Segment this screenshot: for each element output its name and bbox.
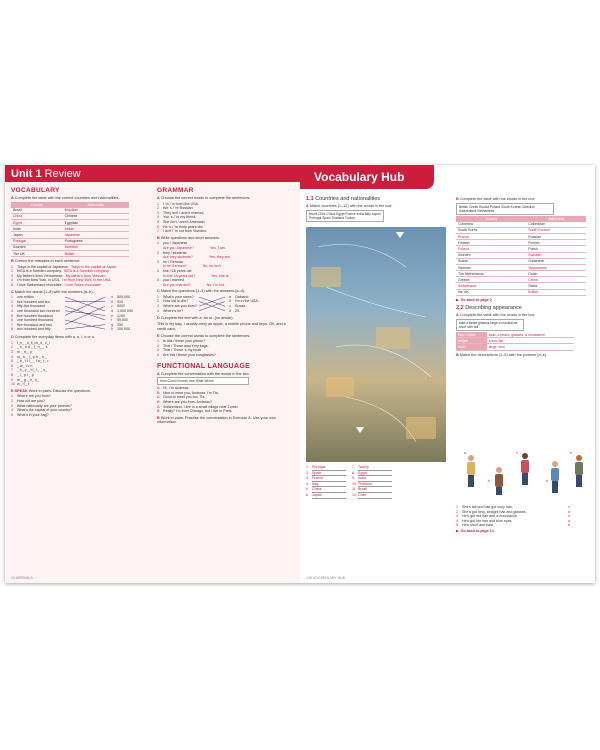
list-item: 3 fifty-five thousand bbox=[11, 304, 46, 309]
list-item: 6 _ w_ t c h bbox=[11, 363, 33, 368]
vocab-d-instruction: D Complete the everyday items with a, e, i, o or u. bbox=[11, 335, 96, 340]
list-item: c Susan. bbox=[229, 304, 247, 309]
grammar-b-instruction: B Write questions and short answers. bbox=[157, 235, 221, 240]
table-row: India Indian bbox=[11, 226, 129, 232]
country-word-box: Brazil Chile China Egypt France India Italy Japan Portugal Spain Thailand Turkey bbox=[306, 210, 384, 222]
list-item: 10 w_ l l_ t bbox=[11, 382, 30, 387]
list-item: a Oakland bbox=[229, 294, 249, 299]
country-table bbox=[11, 202, 129, 258]
list-item: 4 m_ b _ l_ p h _ n _ bbox=[11, 354, 47, 359]
section-1-1-heading: 1.1 Countries and nationalities bbox=[306, 196, 381, 202]
conversation bbox=[157, 386, 295, 414]
grammar-c-instruction: C Match the questions (1–4) with the answers (a–d). bbox=[157, 289, 246, 294]
pic-label-d: d bbox=[546, 479, 548, 483]
grammar-a-instruction: A Choose the correct words to complete the sentences. bbox=[157, 196, 251, 200]
speak-questions bbox=[11, 394, 147, 417]
list-item: a 500,000 bbox=[111, 295, 130, 300]
sec11-a-instruction: A Match countries (1–12) with the words in the box. bbox=[306, 204, 393, 208]
hub-right-column bbox=[456, 195, 590, 358]
sec22-a-instruction: A Complete the table with the words in the box. bbox=[456, 313, 536, 318]
table-row: Poland Polish bbox=[456, 246, 586, 252]
list-item: B: Really? I'm from Chicago, but I live in Paris. bbox=[157, 409, 233, 414]
vocab-c-instruction: C Match the words (1–8) with the numbers (a–h). bbox=[11, 289, 94, 294]
table-row: Portugal Portuguese bbox=[11, 238, 129, 244]
left-page bbox=[5, 165, 300, 583]
list-item: 10 Thailand bbox=[352, 482, 392, 488]
list-item: 3 What nationality are your parents? bbox=[11, 403, 72, 408]
list-item: 3 France bbox=[306, 476, 346, 482]
list-item: h 100,000 bbox=[111, 327, 130, 332]
list-item: c 5002 bbox=[111, 304, 125, 309]
list-item: 7 five thousand and two bbox=[11, 322, 52, 327]
person-b-figure bbox=[494, 467, 504, 491]
right-page bbox=[300, 165, 595, 583]
list-item: 5 China bbox=[306, 487, 346, 493]
list-item: 1 Tokyo is the capital of Japanese. Tokyo is the capital of Japan. bbox=[11, 264, 118, 269]
sec22-b-instruction: B Match the descriptions (1–5) with the pictures (a–e). bbox=[456, 352, 548, 357]
grammar-column bbox=[157, 187, 295, 426]
list-item: 1 one million bbox=[11, 295, 35, 300]
vocab-hub-header bbox=[300, 165, 434, 189]
nationality-word-box: British Greek Russia Poland South Korean Swedish Switzerland Vietnamese bbox=[456, 203, 554, 215]
list-item: Is he German? No, he isn't. bbox=[163, 264, 222, 269]
appearance-word-box: bald a beard glasses large a moustache short slim tall bbox=[456, 319, 524, 331]
question-match-lines bbox=[197, 295, 227, 314]
mistakes-list bbox=[11, 265, 147, 288]
list-item: Are they students? Yes, they are. bbox=[163, 255, 231, 260]
list-item: A: Switzerland. I live in a small village near Zurich. bbox=[157, 404, 239, 409]
list-item: 2 five hundred and ten bbox=[11, 299, 50, 304]
list-item: 4 one thousand two hundred bbox=[11, 309, 60, 314]
right-footer: 136 VOCABULARY HUB bbox=[306, 576, 345, 580]
table-row: Sudan Sudanese bbox=[456, 258, 586, 264]
description-list bbox=[456, 505, 590, 534]
list-item: f 55,000 bbox=[111, 318, 128, 323]
list-item: 3 he / German bbox=[157, 259, 183, 264]
list-item: d 1,000,000 bbox=[111, 309, 133, 314]
list-item: 7 _ k_ y _ f l_ t_ _ s_ bbox=[11, 368, 48, 373]
vocab-b-instruction: B Correct the mistakes in each sentence. bbox=[11, 259, 81, 264]
unit-title: Unit 1 bbox=[11, 167, 42, 180]
list-item: Are you Japanese? Yes, I am. bbox=[163, 245, 226, 250]
plane-icon bbox=[356, 427, 364, 433]
func-word-box: from Good Hi meet nice What Where bbox=[157, 377, 249, 385]
pic-label-e: e bbox=[570, 451, 572, 455]
table-row: the UK British bbox=[456, 289, 586, 295]
list-item: g 250 bbox=[111, 322, 123, 327]
list-item: 2 _ s_ n d _ l_ n_ _ s bbox=[11, 345, 48, 350]
func-b-instruction: B Work in pairs. Practise the conversation in Exercise A. Use your own information. bbox=[157, 415, 276, 425]
list-item: Is she 18 years old? Yes, she is. bbox=[163, 273, 230, 278]
list-item: 4 Are this / these your sunglasses? bbox=[157, 353, 216, 358]
plane-icon bbox=[396, 232, 404, 238]
list-item: 7 Turkey bbox=[352, 465, 392, 471]
list-item: 4 Where's he? bbox=[157, 308, 184, 313]
list-item: 1 Where are you from? bbox=[11, 394, 51, 399]
list-item: A: Hi , I'm Andreas. bbox=[157, 386, 190, 391]
table-row: Switzerland Swiss bbox=[456, 283, 586, 289]
table-row: The Netherlands Dutch bbox=[456, 271, 586, 277]
list-item: B: Nice to meet you, Andreas. I'm Tia. bbox=[157, 390, 219, 395]
list-item: 2 IKEA is a Sweden company. IKEA is a Swedish company. bbox=[11, 269, 110, 274]
nationality-table: Country Nationality Colombia Colombian South Korea South Korean Russia Russian Finland Finnish Poland Polish Sweden Swedish Sudan Sudanese Vietnam Vietnamese The Netherlands Dutch Greece Greek Switzerland Swiss the UK British bbox=[456, 216, 586, 296]
sec-b-instruction: B Complete the table with the words in the box. bbox=[456, 197, 536, 201]
table-row: Russia Russian bbox=[456, 233, 586, 239]
list-item: 3 That / Those 's my book. bbox=[157, 348, 203, 353]
grammar-heading: GRAMMAR bbox=[157, 187, 194, 194]
table-row: Greece Greek bbox=[456, 277, 586, 283]
unit-subtitle: Review bbox=[44, 167, 81, 180]
question-match bbox=[157, 295, 295, 314]
list-item: 4 You 's / 're my friend. bbox=[157, 215, 197, 220]
list-item: 5 you / married bbox=[157, 278, 184, 283]
list-item: 2 Spain bbox=[306, 471, 346, 477]
list-item: 2 How old is she? bbox=[157, 299, 189, 304]
list-item: 8 _ l_ p t _ p bbox=[11, 373, 34, 377]
pic-label-b: b bbox=[488, 479, 490, 483]
person-c-figure bbox=[520, 453, 530, 485]
map-routes bbox=[306, 227, 446, 462]
list-item: 3 They isn't / aren't married. bbox=[157, 210, 205, 215]
list-item: 12 Chile bbox=[352, 493, 392, 499]
items-list bbox=[11, 341, 147, 387]
speak-instruction: E SPEAK Work in pairs. Discuss the questions. bbox=[11, 388, 91, 393]
list-item: 2 That / Those aren't my bags. bbox=[157, 343, 209, 348]
map-answers bbox=[306, 465, 446, 499]
book-spread bbox=[5, 165, 595, 583]
go-back-link-1[interactable]: ▶ Go back to page 2 bbox=[456, 297, 492, 302]
pic-label-c: c bbox=[516, 451, 518, 455]
world-map bbox=[306, 227, 446, 462]
vocab-column bbox=[11, 187, 147, 417]
number-match bbox=[11, 295, 147, 333]
person-d-figure bbox=[550, 461, 560, 493]
grammar-d-instruction: D Complete the text with a, an or -(no article). bbox=[157, 315, 234, 320]
go-back-link-2[interactable]: ▶ Go back to page 14 bbox=[456, 528, 494, 533]
list-item: 8 two hundred and fifty bbox=[11, 327, 51, 332]
vocab-hub-title: Vocabulary Hub bbox=[314, 170, 405, 184]
list-item: 3 My father's from Vietnamese. My father's from Vietnam. bbox=[11, 273, 107, 278]
list-item: 6 Japan bbox=[306, 493, 346, 499]
list-item: 2 How old are you? bbox=[11, 398, 45, 403]
table-row: The UK British bbox=[11, 250, 129, 256]
vocab-heading: VOCABULARY bbox=[11, 187, 60, 194]
table-row: Finland Finnish bbox=[456, 240, 586, 246]
countries-column bbox=[306, 193, 446, 223]
table-row: Egypt Egyptian bbox=[11, 219, 129, 225]
grammar-d-text: This is my bag. I usually carry an apple, a mobile phone and keys. Oh, and a credit card. bbox=[157, 322, 286, 332]
list-item: b 510 bbox=[111, 299, 123, 304]
table-row: Sweden Swedish bbox=[11, 244, 129, 250]
list-item: A: Good to meet you too, Tia. bbox=[157, 395, 206, 400]
appearance-table bbox=[456, 332, 574, 351]
func-a-instruction: A Complete the conversation with the words in the box. bbox=[157, 371, 250, 376]
match-lines bbox=[63, 295, 107, 332]
list-item: d 29. bbox=[229, 308, 240, 313]
list-item: e 1200 bbox=[111, 313, 125, 318]
people-pictures bbox=[460, 451, 590, 499]
person-e-figure bbox=[574, 455, 584, 487]
grammar-e-instruction: E Choose the correct words to complete the sentences. bbox=[157, 333, 251, 338]
list-item: 8 Egypt bbox=[352, 471, 392, 477]
person-a-figure bbox=[466, 455, 476, 487]
list-item: 2 they / students bbox=[157, 250, 187, 255]
list-item: 5 five hundred thousand bbox=[11, 313, 53, 318]
list-item: 5 She isn't / aren't American. bbox=[157, 219, 206, 224]
list-item: 3 m _ n _ y bbox=[11, 350, 32, 355]
table-row: China Chinese bbox=[11, 213, 129, 219]
list-item: 6 one hundred thousand bbox=[11, 318, 53, 323]
section-2-2-heading: 2.2 Describing appearance bbox=[456, 305, 522, 312]
table-row: height short, tall bbox=[456, 338, 574, 344]
country-header: Country bbox=[11, 202, 63, 208]
list-item: 1 f_n_ _s_ll_ch_n_ c_l bbox=[11, 340, 50, 345]
list-item: 6 He 's / 're thirty years old. bbox=[157, 224, 204, 229]
list-item: 4 she / 18 years old bbox=[157, 268, 192, 273]
list-item: 3 He's got red hair and a moustache. e bbox=[456, 514, 570, 519]
list-item: 1 Is this / these your phone? bbox=[157, 339, 206, 344]
list-item: b I'm in the USA. bbox=[229, 299, 259, 304]
unit-header bbox=[5, 165, 300, 182]
list-item: 9 m _ g _ z_ n_ bbox=[11, 377, 39, 382]
table-row: face / head bald, a beard, glasses, a moustache bbox=[456, 332, 574, 338]
list-item: 5 What's in your bag? bbox=[11, 412, 49, 417]
left-footer: 10 ARRIVALS bbox=[11, 576, 33, 580]
list-item: 4 I'm from New York, in USA. I'm from New York, in the USA. bbox=[11, 278, 112, 283]
list-item: 1 She's tall and has got curly hair. c bbox=[456, 505, 570, 509]
list-item: 5 I love Switzerland chocolate. I love Swiss chocolate! bbox=[11, 283, 101, 288]
list-item: B: Where are you from, Andreas? bbox=[157, 400, 212, 404]
list-item: 2 She's got long, straight hair and glasses. d bbox=[456, 509, 570, 514]
vocab-a-instruction: A Complete the table with the correct countries and nationalities. bbox=[11, 196, 120, 200]
functional-heading: FUNCTIONAL LANGUAGE bbox=[157, 362, 251, 370]
table-row: Colombia Colombian bbox=[456, 222, 586, 228]
list-item: 5 _ b_ t t l_ _ f w_ t_ r bbox=[11, 359, 49, 364]
list-item: 1 What's your name? bbox=[157, 294, 194, 299]
table-row: build large, slim bbox=[456, 344, 574, 350]
list-item: 4 What's the capital of your country? bbox=[11, 408, 73, 413]
list-item: 1 you / Japanese bbox=[157, 241, 188, 246]
pic-label-a: a bbox=[464, 451, 466, 455]
list-item: 11 Brazil bbox=[352, 487, 392, 493]
list-item: Are you married? No, I'm not. bbox=[163, 282, 225, 287]
table-row: Vietnam Vietnamese bbox=[456, 264, 586, 270]
nationality-header: Nationality bbox=[63, 202, 129, 208]
table-row: Brazil Brazilian bbox=[11, 208, 129, 214]
list-item: 4 Italy bbox=[306, 482, 346, 488]
table-row: Sweden Swedish bbox=[456, 252, 586, 258]
table-row: South Korea South Korean bbox=[456, 227, 586, 233]
table-row: Japan Japanese bbox=[11, 232, 129, 238]
list-item: 1 I 'm / 'm from the USA. bbox=[157, 201, 199, 206]
list-item: 3 Where are you from? bbox=[157, 304, 197, 309]
list-item: 4 He's got fair hair and blue eyes. a bbox=[456, 518, 570, 523]
list-item: 9 India bbox=[352, 476, 392, 482]
list-item: 2 We 's / 're Russian. bbox=[157, 206, 194, 211]
list-item: 7 I isn't / 'm not from Sweden. bbox=[157, 229, 208, 234]
list-item: 5 He's short and bald. b bbox=[456, 523, 570, 528]
list-item: 1 Portugal bbox=[306, 465, 346, 471]
